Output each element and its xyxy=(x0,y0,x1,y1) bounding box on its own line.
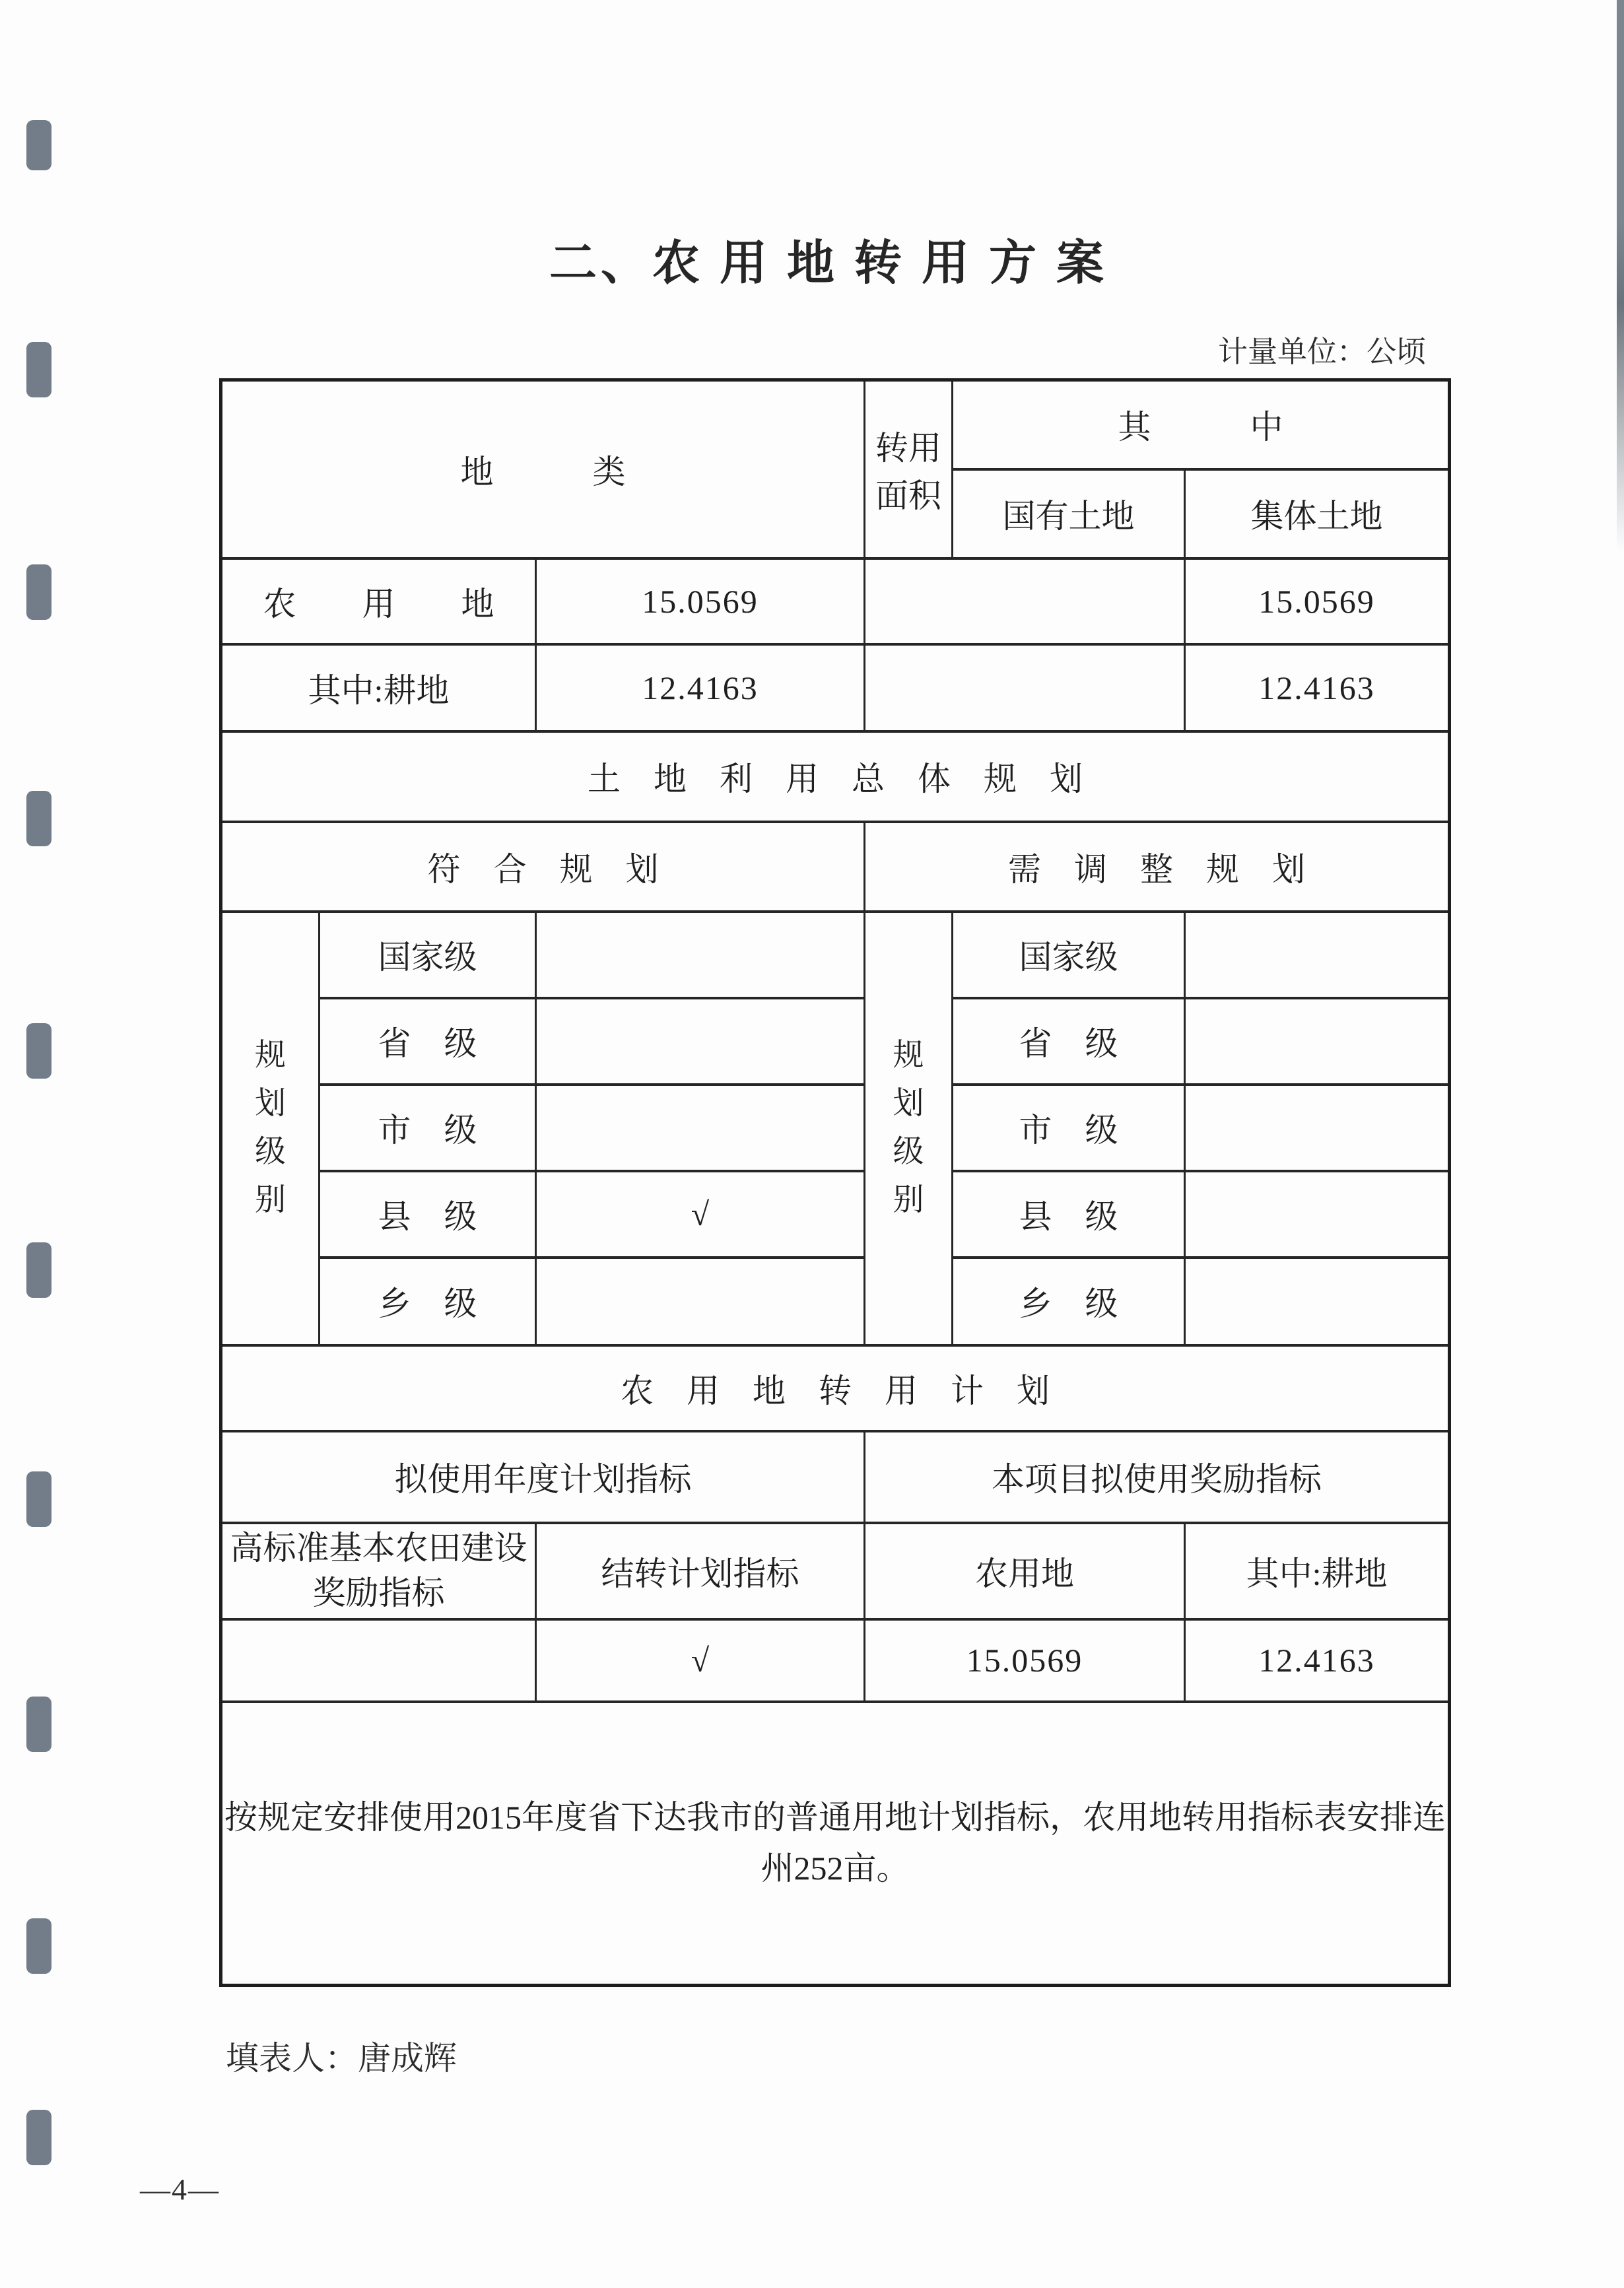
bottom-value-high-standard xyxy=(221,1619,536,1702)
page-title: 二、农 用 地 转 用 方 案 xyxy=(549,237,1108,290)
page-number: —4— xyxy=(140,2172,220,2206)
binder-hole-mark xyxy=(26,120,51,170)
note-text: 按规定安排使用2015年度省下达我市的普通用地计划指标，农用地转用指标表安排连州252亩。 xyxy=(221,1702,1450,1986)
binder-hole-mark xyxy=(26,564,51,620)
conform-check-county: √ xyxy=(536,1171,865,1258)
table-row xyxy=(221,644,1450,731)
conform-level-county: 县 级 xyxy=(320,1171,536,1258)
conversion-plan-header: 农 用 地 转 用 计 划 xyxy=(221,1345,1450,1431)
row-cultivated-label: 其中:耕地 xyxy=(221,644,536,731)
bottom-check-carryover: √ xyxy=(536,1619,865,1702)
conform-plan-header: 符 合 规 划 xyxy=(221,822,865,912)
binder-hole-mark xyxy=(26,1023,51,1079)
adjust-plan-header: 需 调 整 规 划 xyxy=(865,822,1450,912)
project-reward-header: 本项目拟使用奖励指标 xyxy=(865,1431,1450,1523)
bottom-header-farmland: 农用地 xyxy=(865,1523,1185,1619)
row-cultivated-state xyxy=(865,644,1185,731)
row-cultivated-collective: 12.4163 xyxy=(1185,644,1450,731)
bottom-header-high-standard: 高标准基本农田建设奖励指标 xyxy=(221,1523,536,1619)
adjust-value-city xyxy=(1185,1085,1450,1171)
header-state-owned: 国有土地 xyxy=(953,469,1185,558)
row-cultivated-area: 12.4163 xyxy=(536,644,865,731)
annual-plan-header: 拟使用年度计划指标 xyxy=(221,1431,865,1523)
binder-hole-mark xyxy=(26,342,51,397)
adjust-level-county: 县 级 xyxy=(953,1171,1185,1258)
table-row xyxy=(221,1085,1450,1171)
bottom-value-cultivated: 12.4163 xyxy=(1185,1619,1450,1702)
row-farmland-collective: 15.0569 xyxy=(1185,558,1450,644)
form-filler-name: 填表人：唐成辉 xyxy=(226,2040,457,2077)
conform-value-province xyxy=(536,998,865,1085)
conform-value-township xyxy=(536,1258,865,1345)
header-land-type: 地 类 xyxy=(221,380,865,558)
row-farmland-label: 农 用 地 xyxy=(221,558,536,644)
table-row xyxy=(221,1258,1450,1345)
conversion-plan-table xyxy=(219,378,1451,1987)
binder-hole-mark xyxy=(26,1471,51,1527)
bottom-header-cultivated: 其中:耕地 xyxy=(1185,1523,1450,1619)
table-row xyxy=(221,1619,1450,1702)
row-farmland-area: 15.0569 xyxy=(536,558,865,644)
binder-hole-mark xyxy=(26,2110,51,2165)
adjust-level-national: 国家级 xyxy=(953,912,1185,998)
binder-hole-mark xyxy=(26,1697,51,1752)
adjust-value-province xyxy=(1185,998,1450,1085)
table-row xyxy=(221,1171,1450,1258)
unit-label: 计量单位：公顷 xyxy=(1217,335,1426,368)
conform-level-province: 省 级 xyxy=(320,998,536,1085)
header-collective: 集体土地 xyxy=(1185,469,1450,558)
header-conversion-area: 转用面积 xyxy=(865,380,953,558)
row-farmland-state xyxy=(865,558,1185,644)
table-row xyxy=(221,998,1450,1085)
conform-level-national: 国家级 xyxy=(320,912,536,998)
form-table-wrap xyxy=(219,378,1451,1987)
bottom-value-farmland: 15.0569 xyxy=(865,1619,1185,1702)
overall-plan-header: 土 地 利 用 总 体 规 划 xyxy=(221,731,1450,822)
adjust-level-province: 省 级 xyxy=(953,998,1185,1085)
conform-level-township: 乡 级 xyxy=(320,1258,536,1345)
table-row xyxy=(221,912,1450,998)
adjust-value-county xyxy=(1185,1171,1450,1258)
binder-hole-mark xyxy=(26,791,51,846)
adjust-level-city: 市 级 xyxy=(953,1085,1185,1171)
conform-value-national xyxy=(536,912,865,998)
bottom-header-carryover: 结转计划指标 xyxy=(536,1523,865,1619)
adjust-value-national xyxy=(1185,912,1450,998)
binder-hole-mark xyxy=(26,1918,51,1974)
conform-level-axis: 规划级别 xyxy=(221,912,320,1345)
conform-level-city: 市 级 xyxy=(320,1085,536,1171)
conform-value-city xyxy=(536,1085,865,1171)
adjust-value-township xyxy=(1185,1258,1450,1345)
table-row xyxy=(221,558,1450,644)
binder-hole-mark xyxy=(26,1242,51,1298)
adjust-level-axis: 规划级别 xyxy=(865,912,953,1345)
adjust-level-township: 乡 级 xyxy=(953,1258,1185,1345)
header-of-which: 其 中 xyxy=(953,380,1450,469)
